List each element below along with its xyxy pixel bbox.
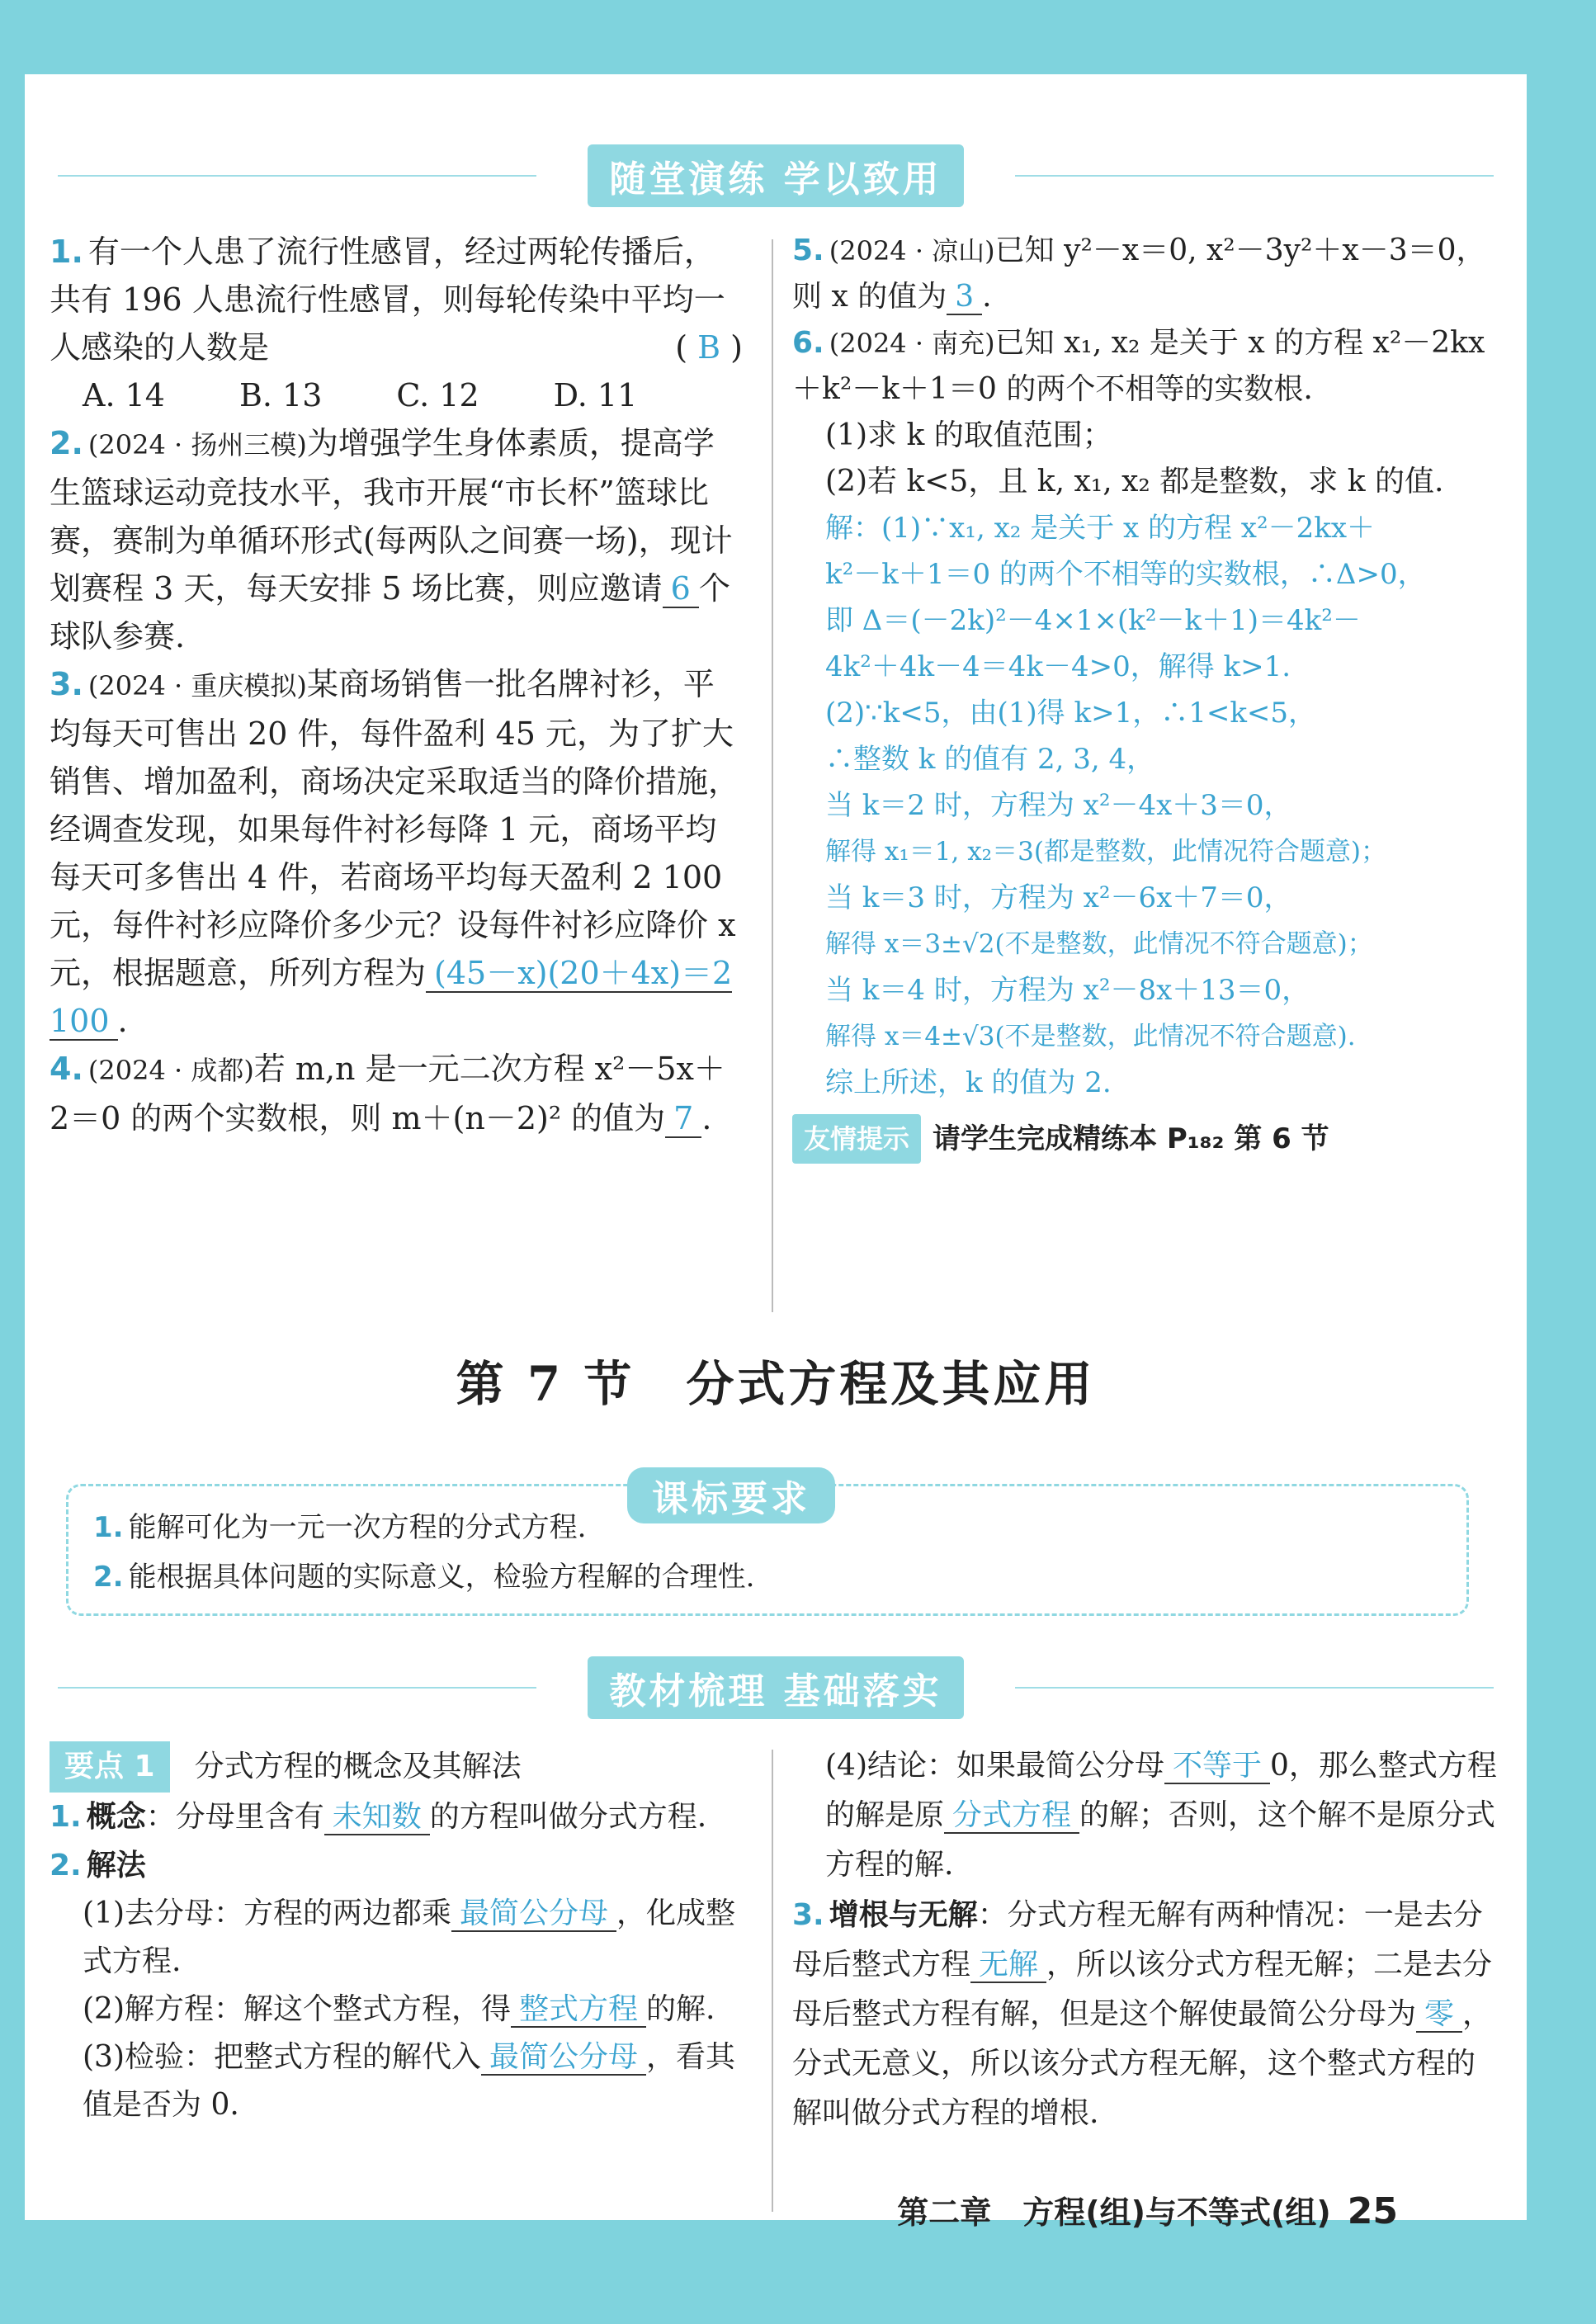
q3-number: 3. xyxy=(50,666,83,702)
solution-line: 解得 x＝4±√3(不是整数，此情况不符合题意). xyxy=(825,1022,1356,1051)
banner-line-left xyxy=(58,1687,536,1689)
q4-answer: 7 xyxy=(665,1100,701,1138)
q5-end: . xyxy=(982,280,992,314)
method-step-2: (2)解方程：解这个整式方程，得 整式方程 的解. xyxy=(83,1992,715,2026)
textbook-banner xyxy=(25,1659,1527,1717)
solution-line: 当 k＝3 时，方程为 x²－6x＋7＝0， xyxy=(825,881,1292,914)
q3-text: 某商场销售一批名牌衬衫，平均每天可售出 20 件，每件盈利 45 元，为了扩大销售、增加盈利，商场决定采取适当的降价措施，经调查发现，如果每件衬衫每降 1 元，商场平均每天可多售出 4 件，若商场平均每天盈利 2 100 元，每件衬衫应降价多少元？设每件衬衫应降价 x 元，根据题意，所列方程为 xyxy=(50,666,740,991)
chapter-title: 第二章 方程(组)与不等式(组) xyxy=(897,2194,1331,2231)
key-point-left xyxy=(50,1741,751,2129)
method-step-4: (4)结论：如果最简公分母 不等于 0，那么整式方程的解是原 分式方程 的解；否则，这个解不是原分式方程的解. xyxy=(825,1749,1497,1882)
banner-line-left xyxy=(58,175,536,177)
right-column-questions xyxy=(792,228,1502,1164)
q2-number: 2. xyxy=(50,425,83,461)
choice-b: B. 13 xyxy=(238,377,323,413)
choice-a: A. 14 xyxy=(83,377,165,413)
q2-source: (2024 · 扬州三模) xyxy=(87,429,307,461)
concept-item: 1. 概念：分母里含有 未知数 的方程叫做分式方程. xyxy=(50,1799,707,1834)
q6-number: 6. xyxy=(792,326,824,360)
q5-answer: 3 xyxy=(947,280,982,315)
q5-text: 已知 y²－x＝0, x²－3y²＋x－3＝0，则 x 的值为 xyxy=(792,234,1486,314)
requirement-item: 1. 能解可化为一元一次方程的分式方程. xyxy=(93,1511,587,1544)
q2-answer: 6 xyxy=(663,570,699,608)
question-1 xyxy=(50,228,743,371)
q1-answer: B xyxy=(697,329,721,366)
q6-part-1: (1)求 k 的取值范围； xyxy=(825,418,1112,452)
solution-line: 即 Δ＝(－2k)²－4×1×(k²－k＋1)＝4k²－ xyxy=(825,604,1361,637)
key-point-header xyxy=(50,1741,751,1793)
practice-banner xyxy=(25,147,1527,205)
choice-d: D. 11 xyxy=(553,377,638,413)
q4-number: 4. xyxy=(50,1051,83,1087)
section-title: 第 7 节 分式方程及其应用 xyxy=(456,1356,1096,1412)
banner-line-right xyxy=(1015,1687,1494,1689)
key-point-title: 分式方程的概念及其解法 xyxy=(194,1750,522,1783)
q1-choices xyxy=(50,371,743,419)
q3-source: (2024 · 重庆模拟) xyxy=(87,670,307,701)
q4-text: 若 m,n 是一元二次方程 x²－5x＋2＝0 的两个实数根，则 m＋(n－2)² 的值为 xyxy=(50,1051,725,1136)
q6-text: 已知 x₁, x₂ 是关于 x 的方程 x²－2kx＋k²－k＋1＝0 的两个不相等的实数根. xyxy=(792,326,1485,406)
key-point-tag: 要点 1 xyxy=(50,1741,170,1793)
solution-line: 解得 x₁＝1, x₂＝3(都是整数，此情况符合题意)； xyxy=(825,837,1387,867)
requirements-tag: 课标要求 xyxy=(627,1467,835,1523)
q6-part-2: (2)若 k<5，且 k, x₁, x₂ 都是整数，求 k 的值. xyxy=(825,465,1444,498)
solution-line: 当 k＝4 时，方程为 x²－8x＋13＝0， xyxy=(825,974,1310,1007)
q5-source: (2024 · 凉山) xyxy=(829,235,995,267)
question-6 xyxy=(792,320,1502,413)
q3-answer: (45－x)(20＋4x)＝2 100 xyxy=(50,955,733,1039)
q6-solution xyxy=(792,505,1502,1106)
tip-text: 请学生完成精练本 P₁₈₂ 第 6 节 xyxy=(933,1122,1329,1155)
question-2 xyxy=(50,419,743,660)
q1-number: 1. xyxy=(50,234,83,270)
tip-badge: 友情提示 xyxy=(792,1114,921,1164)
key-point-right xyxy=(792,1741,1502,2138)
q2-text-end: 个球队参赛. xyxy=(50,570,730,654)
paper xyxy=(25,74,1527,2220)
question-3 xyxy=(50,660,743,1045)
column-divider-top xyxy=(772,239,773,1312)
solution-line: 4k²＋4k－4＝4k－4>0，解得 k>1. xyxy=(825,650,1291,683)
solution-line: 解得 x＝3±√2(不是整数，此情况不符合题意)； xyxy=(825,929,1373,959)
q1-text: 有一个人患了流行性感冒，经过两轮传播后，共有 196 人患流行性感冒，则每轮传染中平均一人感染的人数是 xyxy=(50,234,725,366)
concept-answer: 未知数 xyxy=(324,1800,430,1835)
column-divider-bottom xyxy=(772,1750,773,2212)
method-step-1: (1)去分母：方程的两边都乘 最简公分母 ，化成整式方程. xyxy=(83,1897,736,1978)
q5-number: 5. xyxy=(792,234,824,267)
solution-line: (2)∵k<5，由(1)得 k>1，∴1<k<5， xyxy=(825,697,1317,730)
question-5 xyxy=(792,228,1502,320)
solution-line: 当 k＝2 时，方程为 x²－4x＋3＝0， xyxy=(825,789,1292,822)
banner-label: 教材梳理 基础落实 xyxy=(588,1656,963,1719)
banner-label: 随堂演练 学以致用 xyxy=(588,144,963,207)
solution-line: ∴整数 k 的值有 2, 3, 4， xyxy=(825,743,1155,776)
q3-end: . xyxy=(117,1003,128,1039)
q1-answer-bracket: ( B ) xyxy=(675,329,743,366)
extraneous-root-item: 3. 增根与无解：分式方程无解有两种情况：一是去分母后整式方程 无解 ，所以该分式方程无解；二是去分母后整式方程有解，但是这个解使最简公分母为 零 ，分式无意义，所以该分式方程无解，这个整式方程的解叫做分式方程的增根. xyxy=(792,1897,1493,2130)
q4-source: (2024 · 成都) xyxy=(87,1055,254,1086)
page-footer xyxy=(897,2187,1398,2232)
left-column-questions xyxy=(50,228,743,1142)
page xyxy=(25,25,1571,2299)
method-step-3: (3)检验：把整式方程的解代入 最简公分母 ，看其值是否为 0. xyxy=(83,2040,736,2122)
solution-line: 解：(1)∵x₁, x₂ 是关于 x 的方程 x²－2kx＋ xyxy=(825,512,1376,545)
friendly-tip xyxy=(792,1114,1502,1164)
requirement-item: 2. 能根据具体问题的实际意义，检验方程解的合理性. xyxy=(93,1561,755,1594)
page-number: 25 xyxy=(1347,2190,1398,2232)
banner-line-right xyxy=(1015,175,1494,177)
solution-line: k²－k＋1＝0 的两个不相等的实数根，∴Δ>0， xyxy=(825,558,1426,591)
q2-text: 为增强学生身体素质，提高学生篮球运动竞技水平，我市开展“市长杯”篮球比赛，赛制为单循环形式(每两队之间赛一场)，现计划赛程 3 天，每天安排 5 场比赛，则应邀请 xyxy=(50,425,733,607)
q4-end: . xyxy=(701,1100,712,1136)
solution-line: 综上所述，k 的值为 2. xyxy=(825,1066,1112,1099)
method-header: 2. 解法 xyxy=(50,1848,146,1882)
choice-c: C. 12 xyxy=(396,377,479,413)
question-4 xyxy=(50,1045,743,1142)
q6-source: (2024 · 南充) xyxy=(829,328,995,359)
